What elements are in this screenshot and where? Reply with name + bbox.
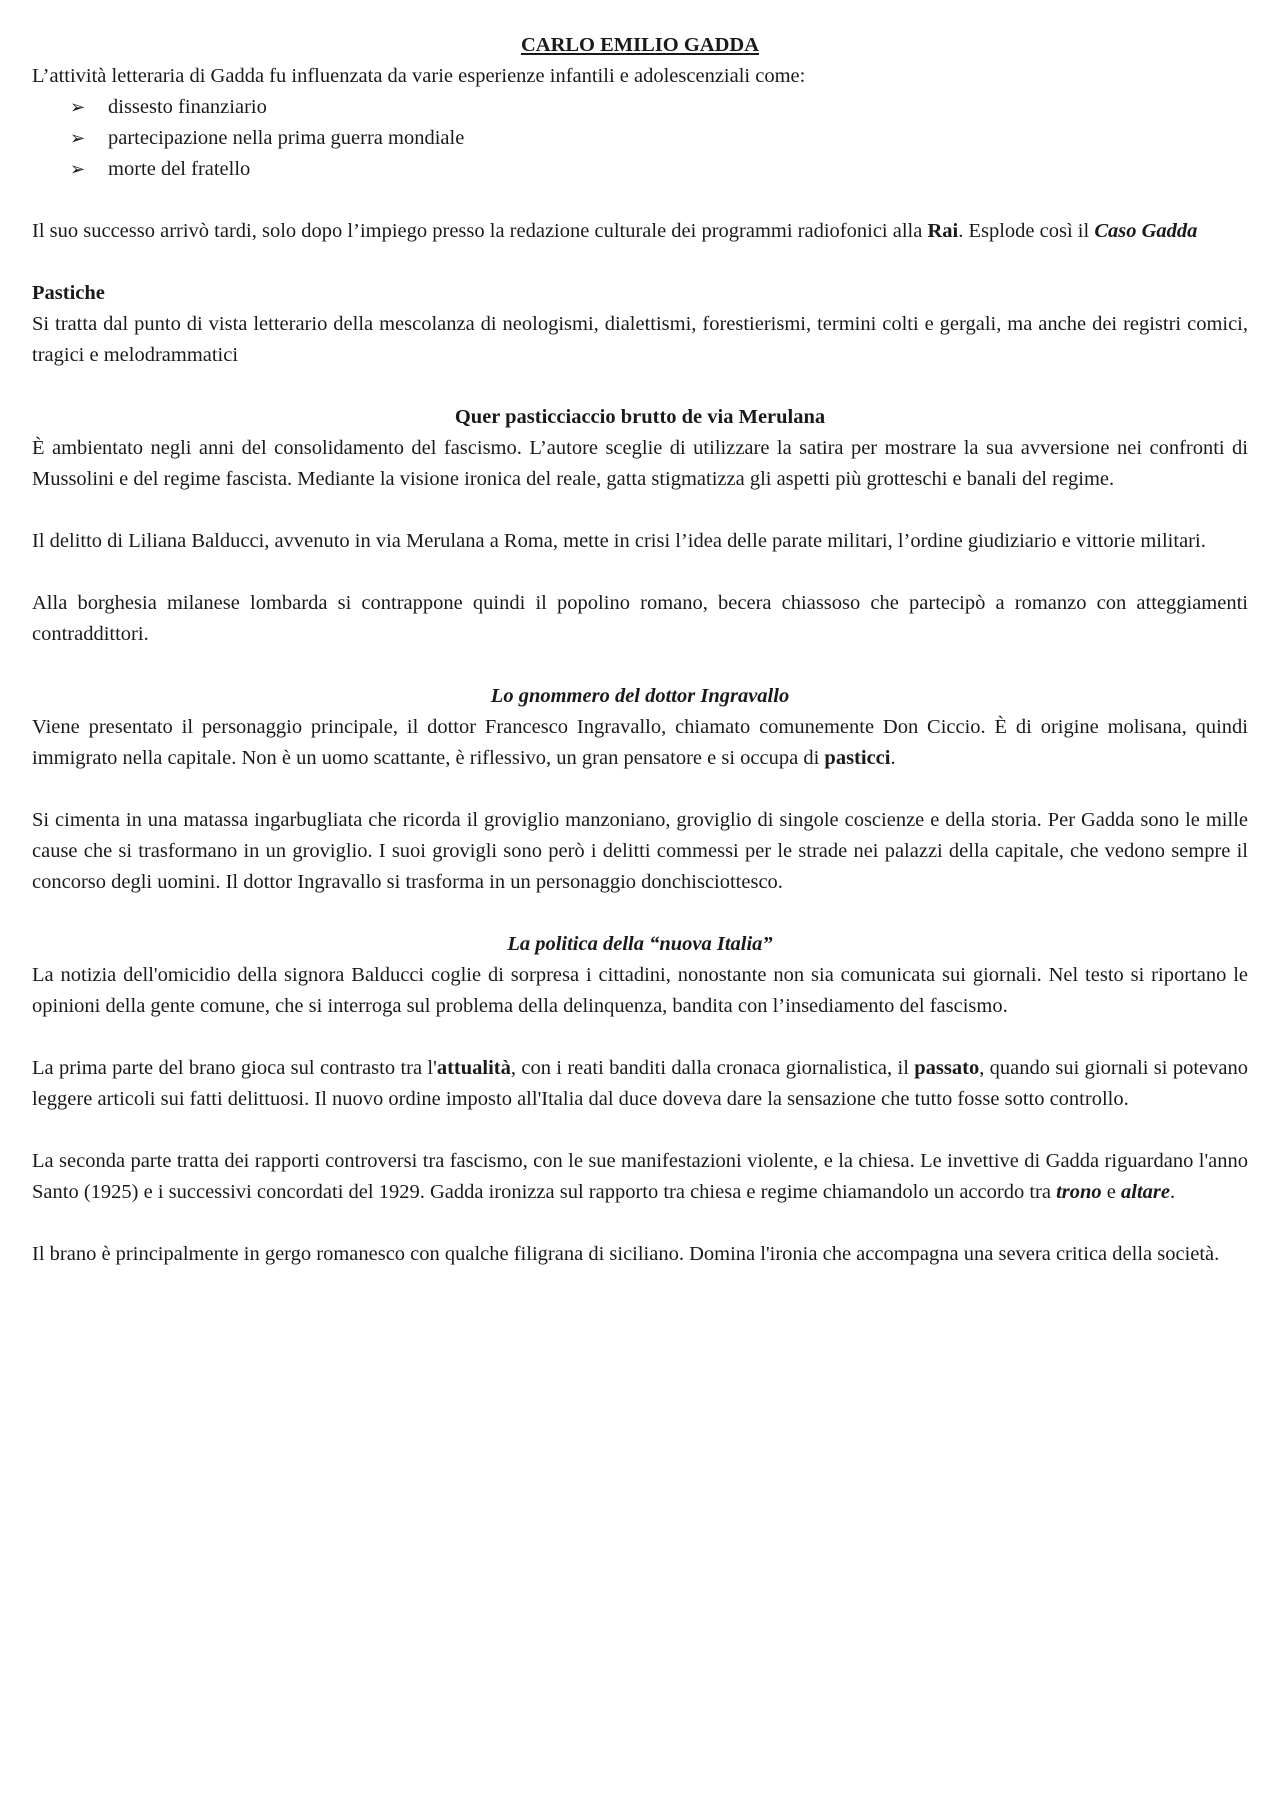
document-page [32,30,1248,1270]
pastiche-heading: Pastiche [32,282,105,304]
politica-paragraph-4: Il brano è principalmente in gergo romanesco con qualche filigrana di siciliano. Domina l'ironia che accompagna una severa critica della società. [32,1243,1220,1265]
caso-gadda-emphasis: Caso Gadda [1094,220,1198,242]
quer-paragraph-2: Il delitto di Liliana Balducci, avvenuto in via Merulana a Roma, mette in crisi l’idea delle parate militari, l’ordine giudiziario e vittorie militari. [32,530,1206,552]
arrow-bullet-icon: ➢ [70,97,86,118]
list-item-text: partecipazione nella prima guerra mondiale [108,127,465,149]
list-item [70,92,1248,123]
rai-bold: Rai [927,220,959,242]
list-item-text: morte del fratello [108,158,251,180]
arrow-bullet-icon: ➢ [70,128,86,149]
list-item [70,154,1248,185]
gnommero-paragraph-2: Si cimenta in una matassa ingarbugliata che ricorda il groviglio manzoniano, groviglio di singole coscienze e della storia. Per Gadda sono le mille cause che si trasformano in un groviglio. I suoi grovigli sono però i delitti commessi per le strade nei palazzi della capitale, che vedono sempre il concorso degli uomini. Il dottor Ingravallo si trasforma in un personaggio donchisciottesco. [32,809,1248,893]
gnommero-heading: Lo gnommero del dottor Ingravallo [490,685,790,707]
quer-paragraph-3: Alla borghesia milanese lombarda si contrappone quindi il popolino romano, becera chiassoso che partecipò a romanzo con atteggiamenti contraddittori. [32,592,1248,645]
quer-pasticciaccio-heading: Quer pasticciaccio brutto de via Merulana [454,406,826,428]
politica-paragraph-2: La prima parte del brano gioca sul contrasto tra l'attualità, con i reati banditi dalla cronaca giornalistica, il passato, quando sui giornali si potevano leggere articoli sui fatti delittuosi. Il nuovo ordine imposto all'Italia dal duce doveva dare la sensazione che tutto fosse sotto controllo. [32,1057,1248,1110]
politica-paragraph-3: La seconda parte tratta dei rapporti controversi tra fascismo, con le sue manifestazioni violente, e la chiesa. Le invettive di Gadda riguardano l'anno Santo (1925) e i successivi concordati del 1929. Gadda ironizza sul rapporto tra chiesa e regime chiamandolo un accordo tra trono e altare. [32,1150,1248,1203]
intro-paragraph: L’attività letteraria di Gadda fu influenzata da varie esperienze infantili e adolescenziali come: [32,65,806,87]
politica-paragraph-1: La notizia dell'omicidio della signora Balducci coglie di sorpresa i cittadini, nonostante non sia comunicata sui giornali. Nel testo si riportano le opinioni della gente comune, che si interroga sul problema della delinquenza, bandita con l’insediamento del fascismo. [32,964,1248,1017]
list-item-text: dissesto finanziario [108,96,267,118]
experiences-list [32,92,1248,185]
attualita-bold: attualità [436,1057,511,1079]
arrow-bullet-icon: ➢ [70,159,86,180]
success-paragraph: Il suo successo arrivò tardi, solo dopo l’impiego presso la redazione culturale dei programmi radiofonici alla Rai. Esplode così il Caso Gadda [32,220,1198,242]
politica-heading: La politica della “nuova Italia” [507,933,773,955]
trono-emphasis: trono [1056,1181,1102,1203]
altare-emphasis: altare [1121,1181,1170,1203]
gnommero-paragraph-1: Viene presentato il personaggio principale, il dottor Francesco Ingravallo, chiamato comunemente Don Ciccio. È di origine molisana, quindi immigrato nella capitale. Non è un uomo scattante, è riflessivo, un gran pensatore e si occupa di pasticci. [32,716,1248,769]
list-item [70,123,1248,154]
pasticci-bold: pasticci [824,747,891,769]
pastiche-paragraph: Si tratta dal punto di vista letterario della mescolanza di neologismi, dialettismi, forestierismi, termini colti e gergali, ma anche dei registri comici, tragici e melodrammatici [32,313,1248,366]
passato-bold: passato [914,1057,980,1079]
document-title: CARLO EMILIO GADDA [520,34,760,56]
quer-paragraph-1: È ambientato negli anni del consolidamento del fascismo. L’autore sceglie di utilizzare la satira per mostrare la sua avversione nei confronti di Mussolini e del regime fascista. Mediante la visione ironica del reale, gatta stigmatizza gli aspetti più grotteschi e banali del regime. [32,437,1248,490]
